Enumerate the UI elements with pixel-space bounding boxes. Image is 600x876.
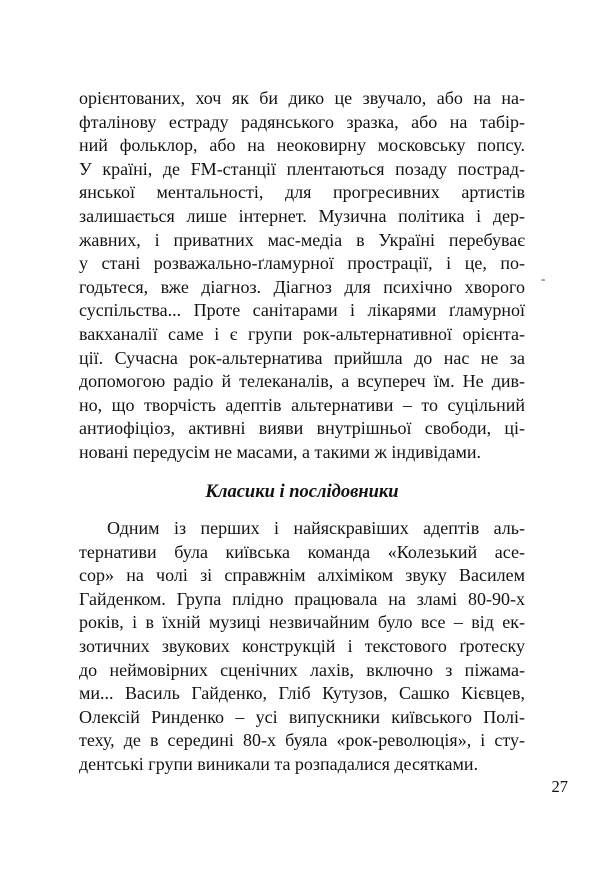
text-line: У країні, де FM-станції плентаються позаду пострад- <box>79 158 525 179</box>
text-line: орієнтованих, хоч як би дико це звучало, або на на- <box>79 88 525 108</box>
text-line: Олексій Ринденко – усі випускники київського Полі- <box>79 706 525 727</box>
text-line: дентські групи виникали та розпадалися десятками. <box>79 754 479 775</box>
section-heading: Класики і послідовники <box>205 481 399 502</box>
text-line: ції. Сучасна рок-альтернатива прийшла до нас не за <box>79 347 525 368</box>
text-line: но, що творчість адептів альтернативи – то суцільний <box>79 394 525 415</box>
text-line: жавних, і приватних мас-медіа в Україні перебуває <box>79 229 525 250</box>
text-line: фталінову естраду радянського зразка, або на табір- <box>79 111 525 132</box>
text-line: новані передусім не масами, а такими ж індивідами. <box>79 441 482 462</box>
text-line: ний фольклор, або на неоковирну московську попсу. <box>79 135 525 156</box>
text-line: ми... Василь Гайденко, Гліб Кутузов, Сашко Кієвцев, <box>79 683 525 704</box>
text-line: років, і в їхній музиці незвичайним було все – від ек- <box>79 612 525 633</box>
text-line: Гайденком. Група плідно працювала на зламі 80-90-х <box>79 588 525 609</box>
text-line: годьтеся, вже діагноз. Діагноз для психічно хворого <box>79 276 525 297</box>
text-line: вакханалії саме і є групи рок-альтернативної орієнта- <box>79 323 525 344</box>
text-line: зотичних звукових конструкцій і текстового ґротеску <box>79 636 525 657</box>
text-line: суспільства... Проте санітарами і лікарями ґламурної <box>79 300 525 321</box>
text-line: антиофіціоз, активні вияви внутрішньої свободи, ці- <box>79 418 525 439</box>
paragraph-classics <box>79 517 525 777</box>
text-line: Одним із перших і найяскравіших адептів аль- <box>107 518 525 539</box>
text-line: залишається лише інтернет. Музична політика і дер- <box>79 205 525 226</box>
text-line: янської ментальності, для прогресивних артистів <box>79 182 525 203</box>
page-number: 27 <box>551 777 568 796</box>
text-block <box>79 87 525 777</box>
text-line: сор» на чолі зі справжнім алхіміком звуку Василем <box>79 565 525 586</box>
text-line: теху, де в середині 80-х буяла «рок-революція», і сту- <box>79 730 525 751</box>
text-line: тернативи була київська команда «Колезький асе- <box>79 541 525 562</box>
scan-artifact-mark: - <box>541 271 546 286</box>
paragraph-continued <box>79 87 525 465</box>
text-line: до неймовірних сценічних лахів, включно з піжама- <box>79 659 525 680</box>
text-line: у стані розважально-ґламурної прострації, і це, по- <box>79 253 525 274</box>
text-line: допомогою радіо й телеканалів, а всупереч їм. Не див- <box>79 371 525 392</box>
